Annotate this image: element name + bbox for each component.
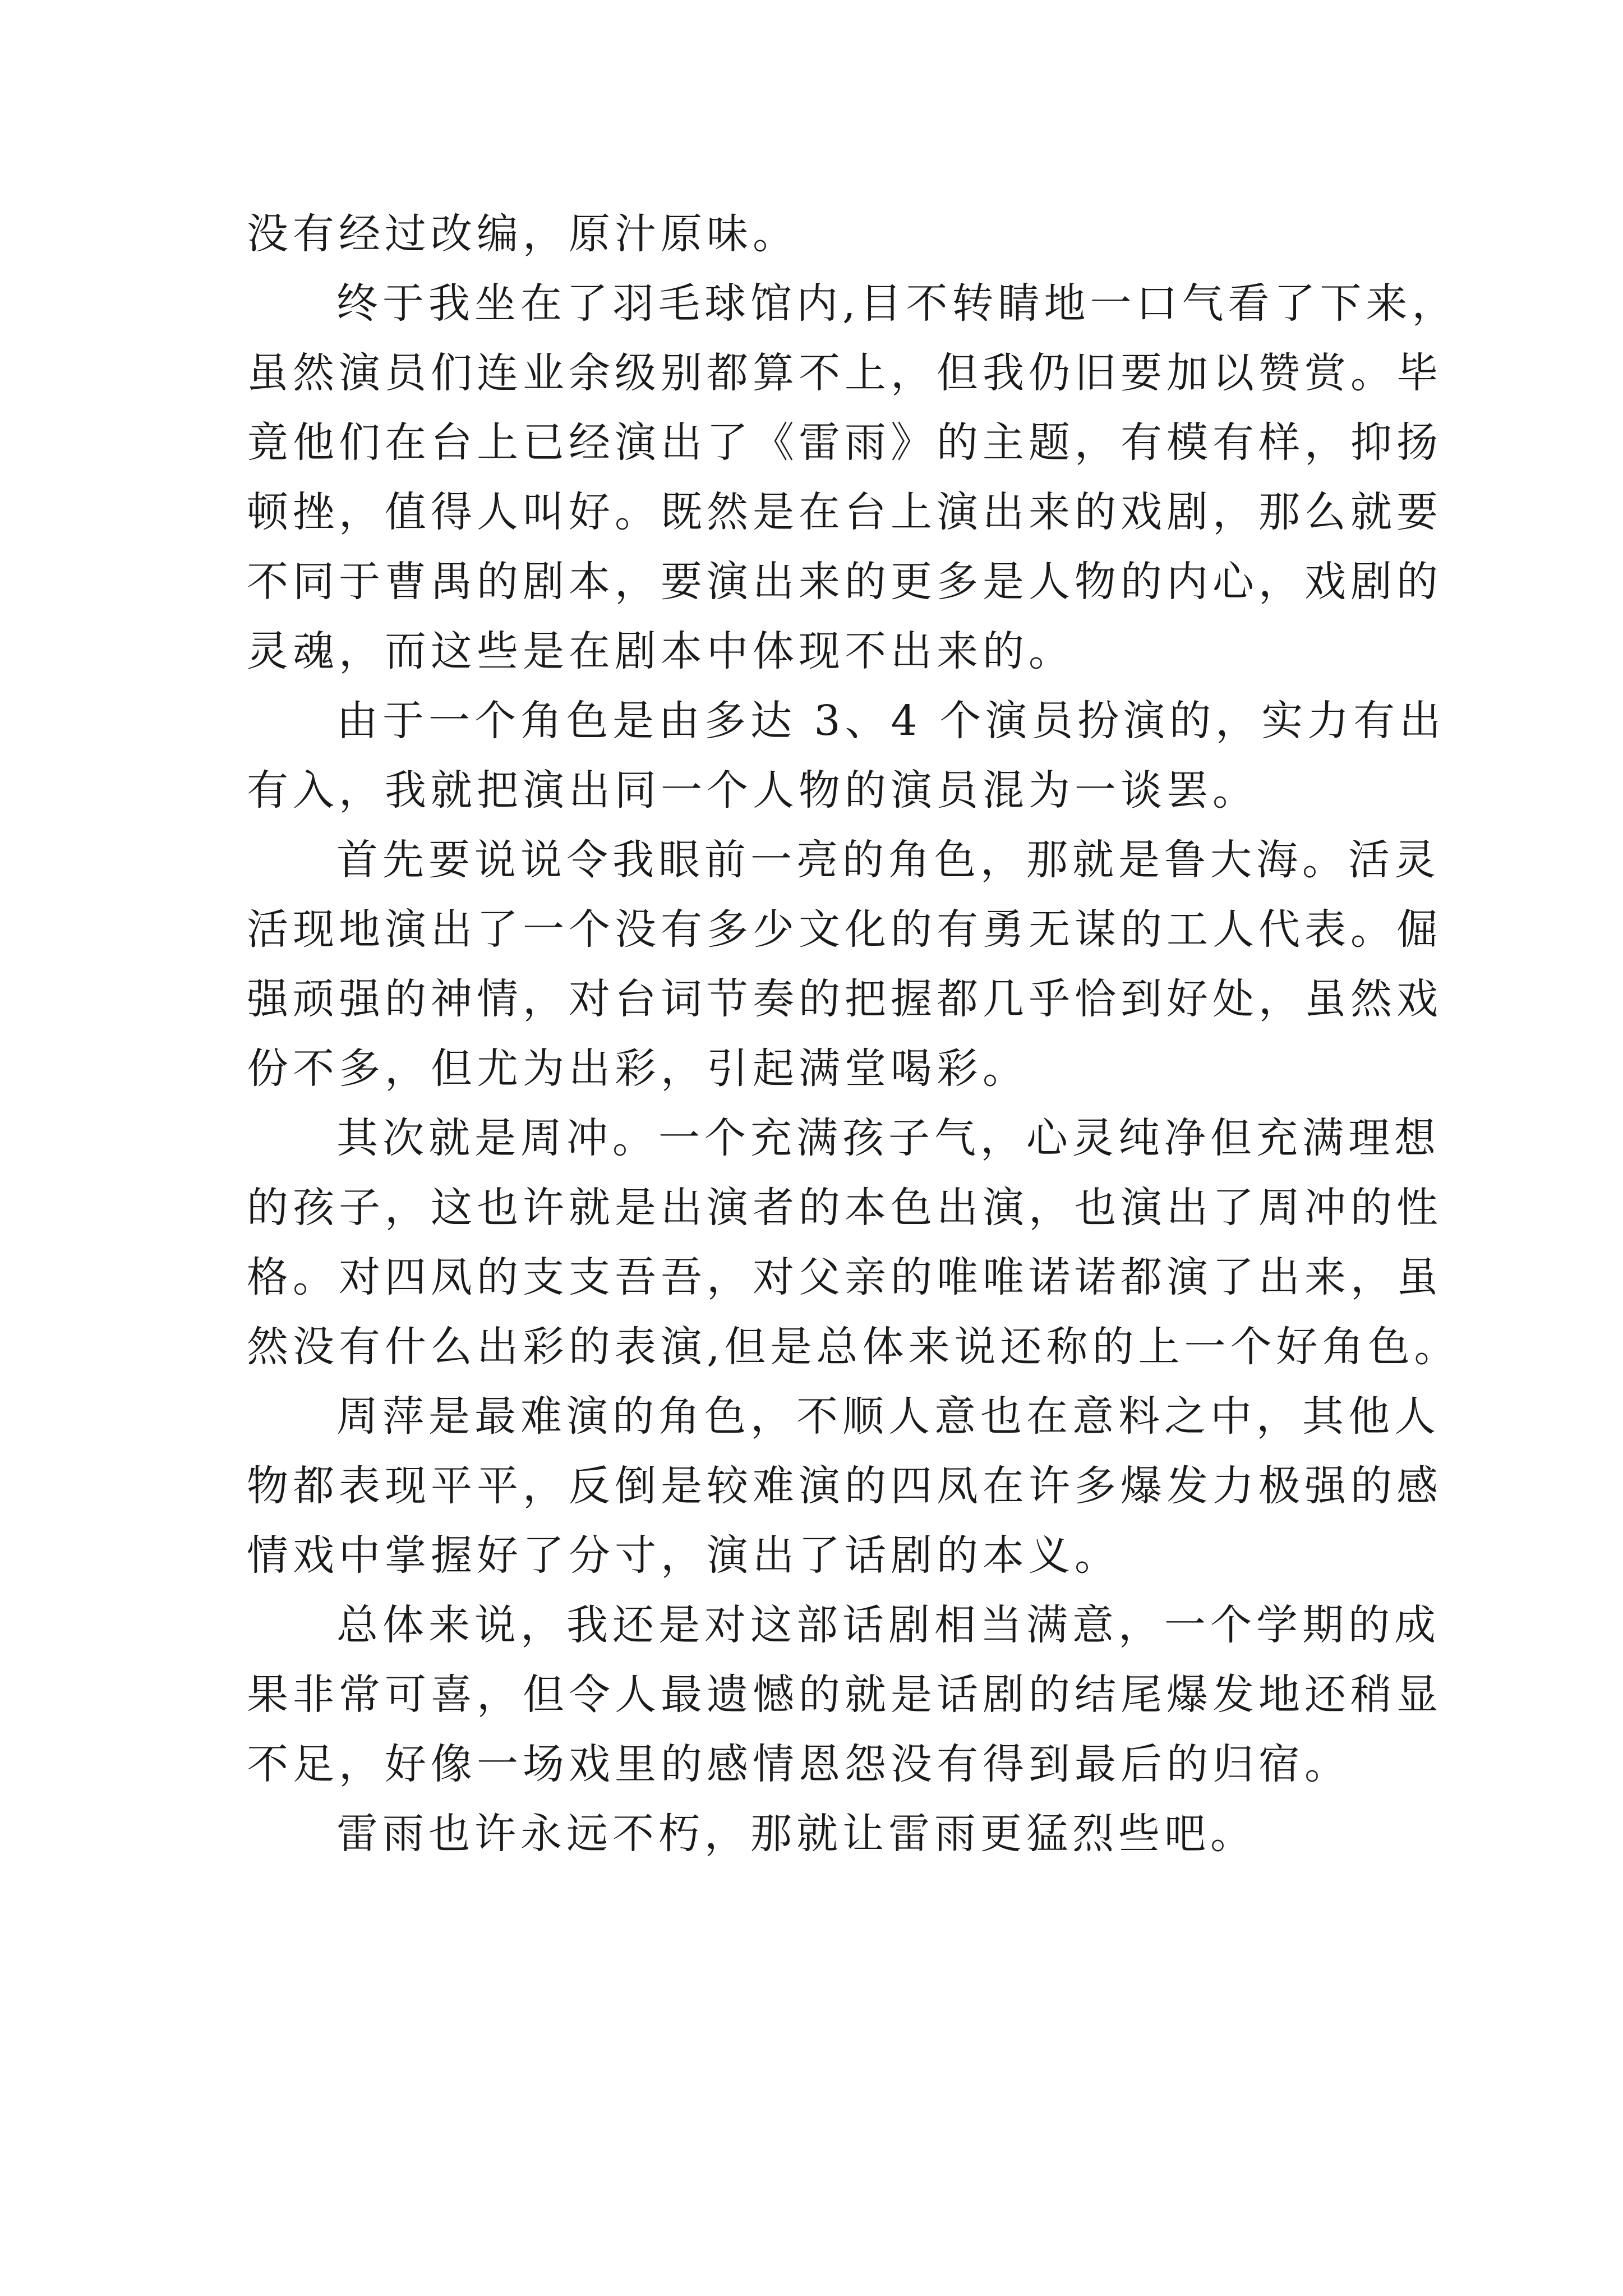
text-line: 不足，好像一场戏里的感情恩怨没有得到最后的归宿。	[247, 1740, 1350, 1788]
text-line: 份不多，但尤为出彩，引起满堂喝彩。	[247, 1045, 1029, 1093]
text-line: 雷雨也许永远不朽，那就让雷雨更猛烈些吧。	[336, 1810, 1256, 1858]
text-line: 其次就是周冲。一个充满孩子气，心灵纯净但充满理想	[336, 1114, 1440, 1162]
text-line: 然没有什么出彩的表演,但是总体来说还称的上一个好角色。	[247, 1323, 1460, 1371]
text-line: 物都表现平平，反倒是较难演的四凤在许多爆发力极强的感	[247, 1462, 1442, 1510]
text-line: 由于一个角色是由多达 3、4 个演员扮演的，实力有出	[336, 697, 1446, 745]
text-line: 首先要说说令我眼前一亮的角色，那就是鲁大海。活灵	[336, 836, 1440, 884]
text-line: 顿挫，值得人叫好。既然是在台上演出来的戏剧，那么就要	[247, 488, 1442, 536]
text-line: 强顽强的神情，对台词节奏的把握都几乎恰到好处，虽然戏	[247, 975, 1442, 1023]
text-line: 格。对四凤的支支吾吾，对父亲的唯唯诺诺都演了出来，虽	[247, 1253, 1442, 1301]
text-line: 周萍是最难演的角色，不顺人意也在意料之中，其他人	[336, 1392, 1440, 1441]
text-line: 灵魂，而这些是在剧本中体现不出来的。	[247, 627, 1075, 675]
text-line: 竟他们在台上已经演出了《雷雨》的主题，有模有样，抑扬	[247, 418, 1442, 467]
text-line: 的孩子，这也许就是出演者的本色出演，也演出了周冲的性	[247, 1184, 1442, 1232]
text-line: 终于我坐在了羽毛球馆内,目不转睛地一口气看了下来，	[336, 279, 1458, 328]
text-line: 情戏中掌握好了分寸，演出了话剧的本义。	[247, 1531, 1121, 1580]
body-text	[247, 199, 1460, 1869]
text-line: 虽然演员们连业余级别都算不上，但我仍旧要加以赞赏。毕	[247, 349, 1442, 397]
text-line: 不同于曹禺的剧本，要演出来的更多是人物的内心，戏剧的	[247, 558, 1442, 606]
text-line: 活现地演出了一个没有多少文化的有勇无谋的工人代表。倔	[247, 905, 1442, 954]
text-line: 果非常可喜，但令人最遗憾的就是话剧的结尾爆发地还稍显	[247, 1671, 1442, 1719]
text-line: 有入，我就把演出同一个人物的演员混为一谈罢。	[247, 766, 1258, 815]
text-line: 没有经过改编，原汁原味。	[247, 210, 799, 258]
text-line: 总体来说，我还是对这部话剧相当满意，一个学期的成	[336, 1601, 1440, 1649]
